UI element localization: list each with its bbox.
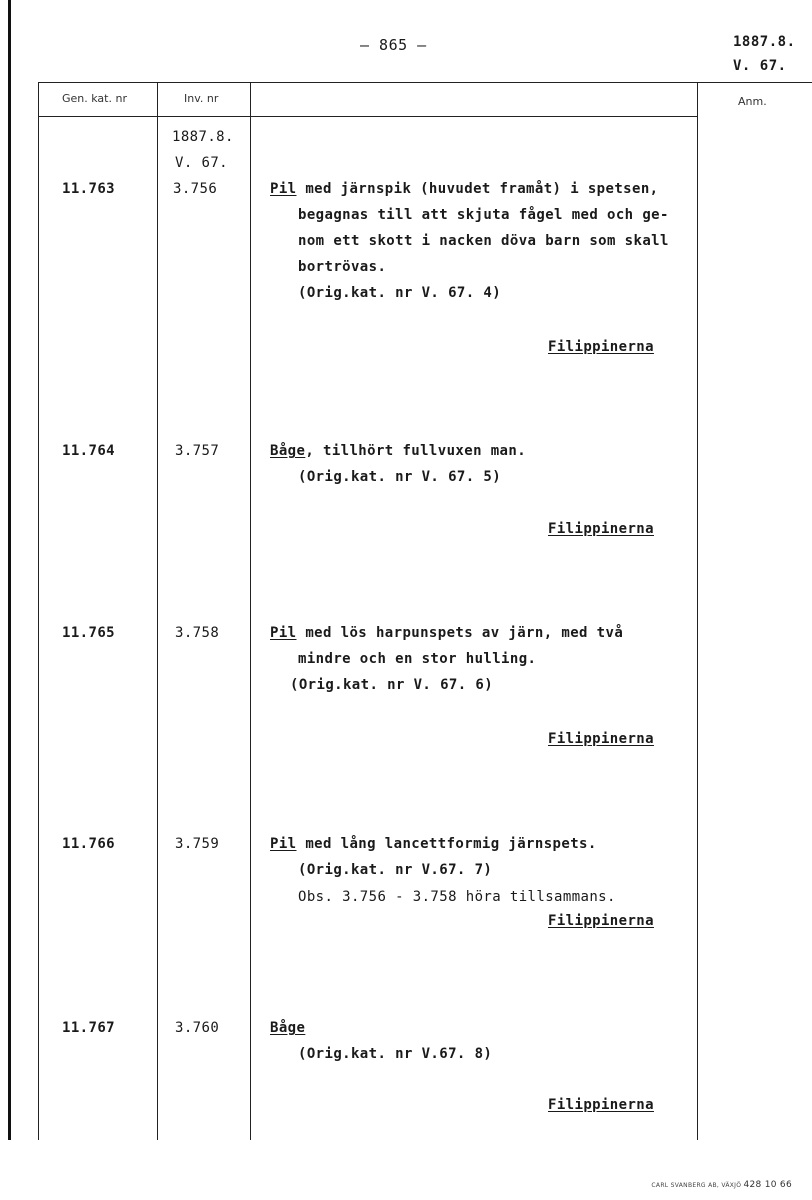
form-code: 428 10 66 xyxy=(743,1180,792,1190)
top-right-collection: V. 67. xyxy=(733,58,787,74)
entry-description-line: begagnas till att skjuta fågel med och ge- xyxy=(298,207,669,223)
gen-kat-number: 11.763 xyxy=(62,181,115,197)
object-name: Båge xyxy=(270,1020,306,1036)
inv-number: 3.757 xyxy=(175,443,220,459)
gen-kat-number: 11.766 xyxy=(62,836,115,852)
col-divider-4 xyxy=(697,82,698,1140)
place-of-origin: Filippinerna xyxy=(548,1097,654,1113)
original-catalog-ref: (Orig.kat. nr V. 67. 4) xyxy=(298,285,502,301)
entry-description-line: Pil med lös harpunspets av järn, med två xyxy=(270,625,624,641)
header-top-rule xyxy=(38,82,812,83)
top-right-year: 1887.8. xyxy=(733,34,796,50)
gen-kat-number: 11.765 xyxy=(62,625,115,641)
col-divider-3 xyxy=(250,82,251,1140)
object-name: Pil xyxy=(270,181,297,197)
printer-name: CARL SVANBERG AB, VÄXJÖ xyxy=(651,1182,742,1189)
original-catalog-ref: (Orig.kat. nr V.67. 8) xyxy=(298,1046,493,1062)
entry-description-line: nom ett skott i nacken döva barn som skall xyxy=(298,233,669,249)
object-name: Pil xyxy=(270,836,297,852)
left-margin-line xyxy=(8,0,11,1140)
place-of-origin: Filippinerna xyxy=(548,339,654,355)
entry-description-line: Pil med järnspik (huvudet framåt) i spetsen, xyxy=(270,181,659,197)
gen-kat-number: 11.767 xyxy=(62,1020,115,1036)
place-of-origin: Filippinerna xyxy=(548,913,654,929)
entry-note: Obs. 3.756 - 3.758 höra tillsammans. xyxy=(298,889,616,905)
printer-imprint xyxy=(651,1180,792,1190)
entry-description-line: Pil med lång lancettformig järnspets. xyxy=(270,836,597,852)
original-catalog-ref: (Orig.kat. nr V. 67. 5) xyxy=(298,469,502,485)
header-bottom-rule xyxy=(38,116,698,117)
object-name: Pil xyxy=(270,625,297,641)
entry-description-line: bortrövas. xyxy=(298,259,387,275)
col-divider-2 xyxy=(157,82,158,1140)
original-catalog-ref: (Orig.kat. nr V. 67. 6) xyxy=(290,677,494,693)
gen-kat-number: 11.764 xyxy=(62,443,115,459)
inv-number: 3.759 xyxy=(175,836,220,852)
column-header-gen-kat: Gen. kat. nr xyxy=(62,92,127,105)
inv-number: 3.756 xyxy=(173,181,218,197)
place-of-origin: Filippinerna xyxy=(548,731,654,747)
inv-number: 3.760 xyxy=(175,1020,220,1036)
column-header-inv: Inv. nr xyxy=(184,92,219,105)
col-divider-1 xyxy=(38,82,39,1140)
inv-header-collection: V. 67. xyxy=(175,155,228,171)
inv-number: 3.758 xyxy=(175,625,220,641)
place-of-origin: Filippinerna xyxy=(548,521,654,537)
column-header-anm: Anm. xyxy=(738,95,767,108)
page-number: — 865 — xyxy=(360,36,427,54)
entry-description-line: mindre och en stor hulling. xyxy=(298,651,537,667)
inv-header-year: 1887.8. xyxy=(172,129,234,145)
original-catalog-ref: (Orig.kat. nr V.67. 7) xyxy=(298,862,493,878)
entry-description-line: Båge, tillhört fullvuxen man. xyxy=(270,443,527,459)
object-name: Båge xyxy=(270,443,306,459)
